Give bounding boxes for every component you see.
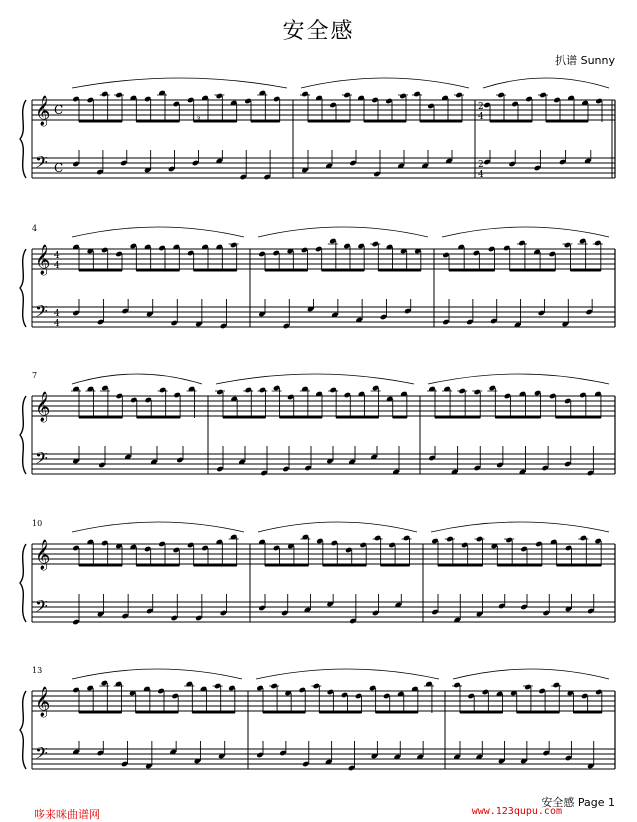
slur bbox=[301, 78, 469, 88]
staff-system bbox=[20, 371, 615, 476]
tuplet-label: 3 bbox=[196, 116, 201, 124]
svg-text:2: 2 bbox=[478, 102, 484, 112]
slur bbox=[72, 669, 242, 679]
svg-text:4: 4 bbox=[54, 319, 60, 329]
treble-clef-icon: 𝄞 bbox=[35, 96, 51, 126]
slur bbox=[258, 522, 417, 532]
staff-system bbox=[20, 224, 615, 329]
svg-text:4: 4 bbox=[478, 170, 484, 180]
footer-site-url[interactable]: www.123qupu.com bbox=[471, 806, 562, 817]
staff-system bbox=[20, 78, 615, 180]
page-title: 安全感 bbox=[282, 19, 355, 44]
slur bbox=[216, 374, 414, 384]
svg-text:2: 2 bbox=[478, 160, 484, 170]
measure-number: 10 bbox=[32, 519, 43, 528]
treble-clef-icon: 𝄞 bbox=[35, 245, 51, 275]
brace-icon bbox=[20, 100, 26, 178]
staff-system bbox=[20, 519, 615, 625]
brace-icon bbox=[20, 249, 26, 327]
slur bbox=[72, 227, 244, 237]
staff-system bbox=[20, 666, 615, 771]
slur bbox=[428, 374, 609, 384]
brace-icon bbox=[20, 396, 26, 474]
slur bbox=[72, 522, 244, 532]
svg-text:4: 4 bbox=[54, 261, 60, 271]
bass-clef-icon: 𝄢 bbox=[35, 596, 48, 620]
brace-icon bbox=[20, 544, 26, 622]
slur bbox=[442, 227, 609, 237]
svg-text:4: 4 bbox=[54, 251, 60, 261]
slur bbox=[256, 669, 439, 679]
time-signature: C bbox=[54, 161, 64, 175]
treble-clef-icon: 𝄞 bbox=[35, 392, 51, 422]
slur bbox=[258, 227, 428, 237]
footer-page-label: 安全感 Page 1 bbox=[541, 796, 615, 809]
measure-number: 13 bbox=[32, 666, 43, 675]
svg-text:4: 4 bbox=[478, 112, 484, 122]
slur bbox=[483, 78, 609, 88]
time-signature: C bbox=[54, 103, 64, 117]
bass-clef-icon: 𝄢 bbox=[35, 448, 48, 472]
slur bbox=[453, 669, 609, 679]
bass-clef-icon: 𝄢 bbox=[35, 152, 48, 176]
bass-clef-icon: 𝄢 bbox=[35, 743, 48, 767]
slur bbox=[431, 522, 609, 532]
bass-clef-icon: 𝄢 bbox=[35, 301, 48, 325]
staff-systems bbox=[20, 78, 615, 771]
measure-number: 7 bbox=[32, 371, 38, 380]
treble-clef-icon: 𝄞 bbox=[35, 687, 51, 717]
slur bbox=[72, 374, 202, 384]
measure-number: 4 bbox=[32, 224, 38, 233]
footer-site-name[interactable]: 哆来咪曲谱网 bbox=[34, 808, 100, 821]
brace-icon bbox=[20, 691, 26, 769]
treble-clef-icon: 𝄞 bbox=[35, 540, 51, 570]
arranger-credit: 扒谱 Sunny bbox=[555, 54, 615, 67]
svg-text:4: 4 bbox=[54, 309, 60, 319]
slur bbox=[72, 78, 287, 88]
